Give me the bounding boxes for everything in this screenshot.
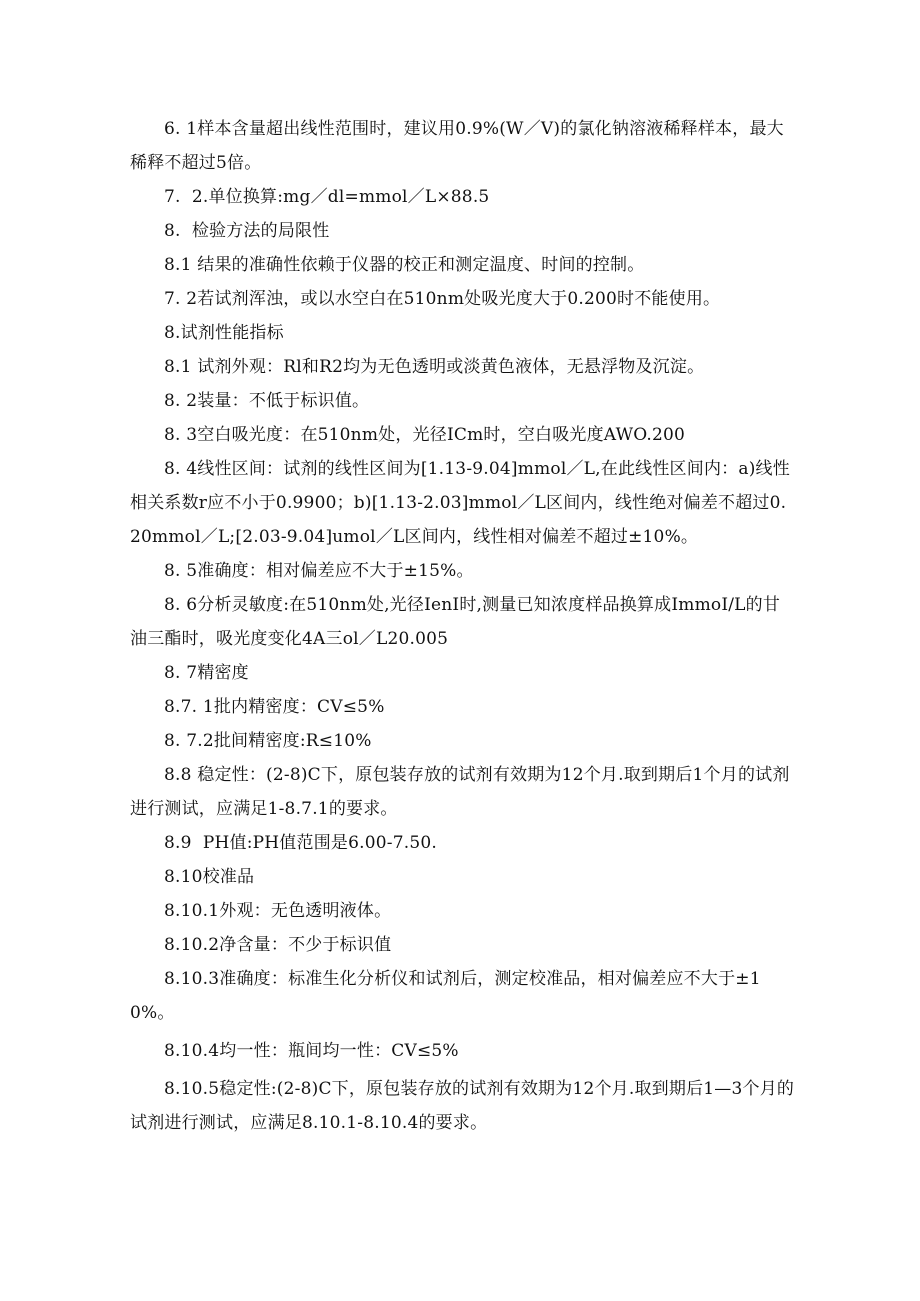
paragraph-7-2-unit-conversion: 7. 2.单位换算:mg／dl=mmol／L×88.5 — [164, 187, 490, 207]
paragraph-8-7-precision: 8. 7精密度 — [164, 663, 249, 683]
paragraph-6-1: 6. 1样本含量超出线性范围时，建议用0.9%(W／V)的氯化钠溶液稀释样本，最大稀释不超过5倍。 — [130, 119, 784, 173]
paragraph-8-5-accuracy: 8. 5准确度：相对偏差应不大于±15%。 — [164, 561, 474, 581]
paragraph-8-7-2-between-run: 8. 7.2批间精密度:R≤10% — [164, 731, 372, 751]
paragraph-8-4-linear-range: 8. 4线性区间：试剂的线性区间为[1.13-9.04]mmol／L,在此线性区间内：a)线性相关系数r应不小于0.9900；b)[1.13-2.03]mmol／L区间内，线性绝对偏差不超过0.20mmol／L;[2.03-9.04]umol／L区间内，线性相对偏差不超过±10%。 — [130, 459, 790, 547]
paragraph-8-10-5-stability: 8.10.5稳定性:(2-8)C下，原包装存放的试剂有效期为12个月.取到期后1—3个月的试剂进行测试，应满足8.10.1-8.10.4的要求。 — [130, 1079, 795, 1133]
paragraph-8-10-3-accuracy: 8.10.3准确度：标准生化分析仪和试剂后，测定校准品，相对偏差应不大于±10%。 — [130, 969, 761, 1023]
paragraph-8-9-ph: 8.9 PH值:PH值范围是6.00-7.50. — [164, 833, 437, 853]
paragraph-8-10-1-appearance: 8.10.1外观：无色透明液体。 — [164, 901, 392, 921]
paragraph-8-7-1-within-run: 8.7. 1批内精密度：CV≤5% — [164, 697, 385, 717]
paragraph-7-2-turbid-reagent: 7. 2若试剂浑浊，或以水空白在510nm处吸光度大于0.200时不能使用。 — [164, 289, 721, 309]
paragraph-8-performance-heading: 8.试剂性能指标 — [164, 323, 284, 343]
document-body — [130, 112, 795, 1140]
paragraph-8-1-appearance: 8.1 试剂外观：Rl和R2均为无色透明或淡黄色液体，无悬浮物及沉淀。 — [164, 357, 705, 377]
paragraph-8-10-calibrator: 8.10校准品 — [164, 867, 255, 887]
paragraph-8-limitations-heading: 8. 检验方法的局限性 — [164, 221, 330, 241]
paragraph-8-6-sensitivity: 8. 6分析灵敏度:在510nm处,光径IenI时,测量已知浓度样品换算成ImmoI/L的甘油三酯时，吸光度变化4A三ol／L20.005 — [130, 595, 781, 649]
paragraph-8-8-stability: 8.8 稳定性：(2-8)C下，原包装存放的试剂有效期为12个月.取到期后1个月的试剂进行测试，应满足1-8.7.1的要求。 — [130, 765, 790, 819]
paragraph-8-10-2-net-content: 8.10.2净含量：不少于标识值 — [164, 935, 392, 955]
paragraph-8-10-4-uniformity: 8.10.4均一性：瓶间均一性：CV≤5% — [164, 1041, 459, 1061]
paragraph-8-2-volume: 8. 2装量：不低于标识值。 — [164, 391, 370, 411]
paragraph-8-1-accuracy-dependence: 8.1 结果的准确性依赖于仪器的校正和测定温度、时间的控制。 — [164, 255, 645, 275]
paragraph-8-3-blank-absorbance: 8. 3空白吸光度：在510nm处，光径ICm时，空白吸光度AWO.200 — [164, 425, 686, 445]
